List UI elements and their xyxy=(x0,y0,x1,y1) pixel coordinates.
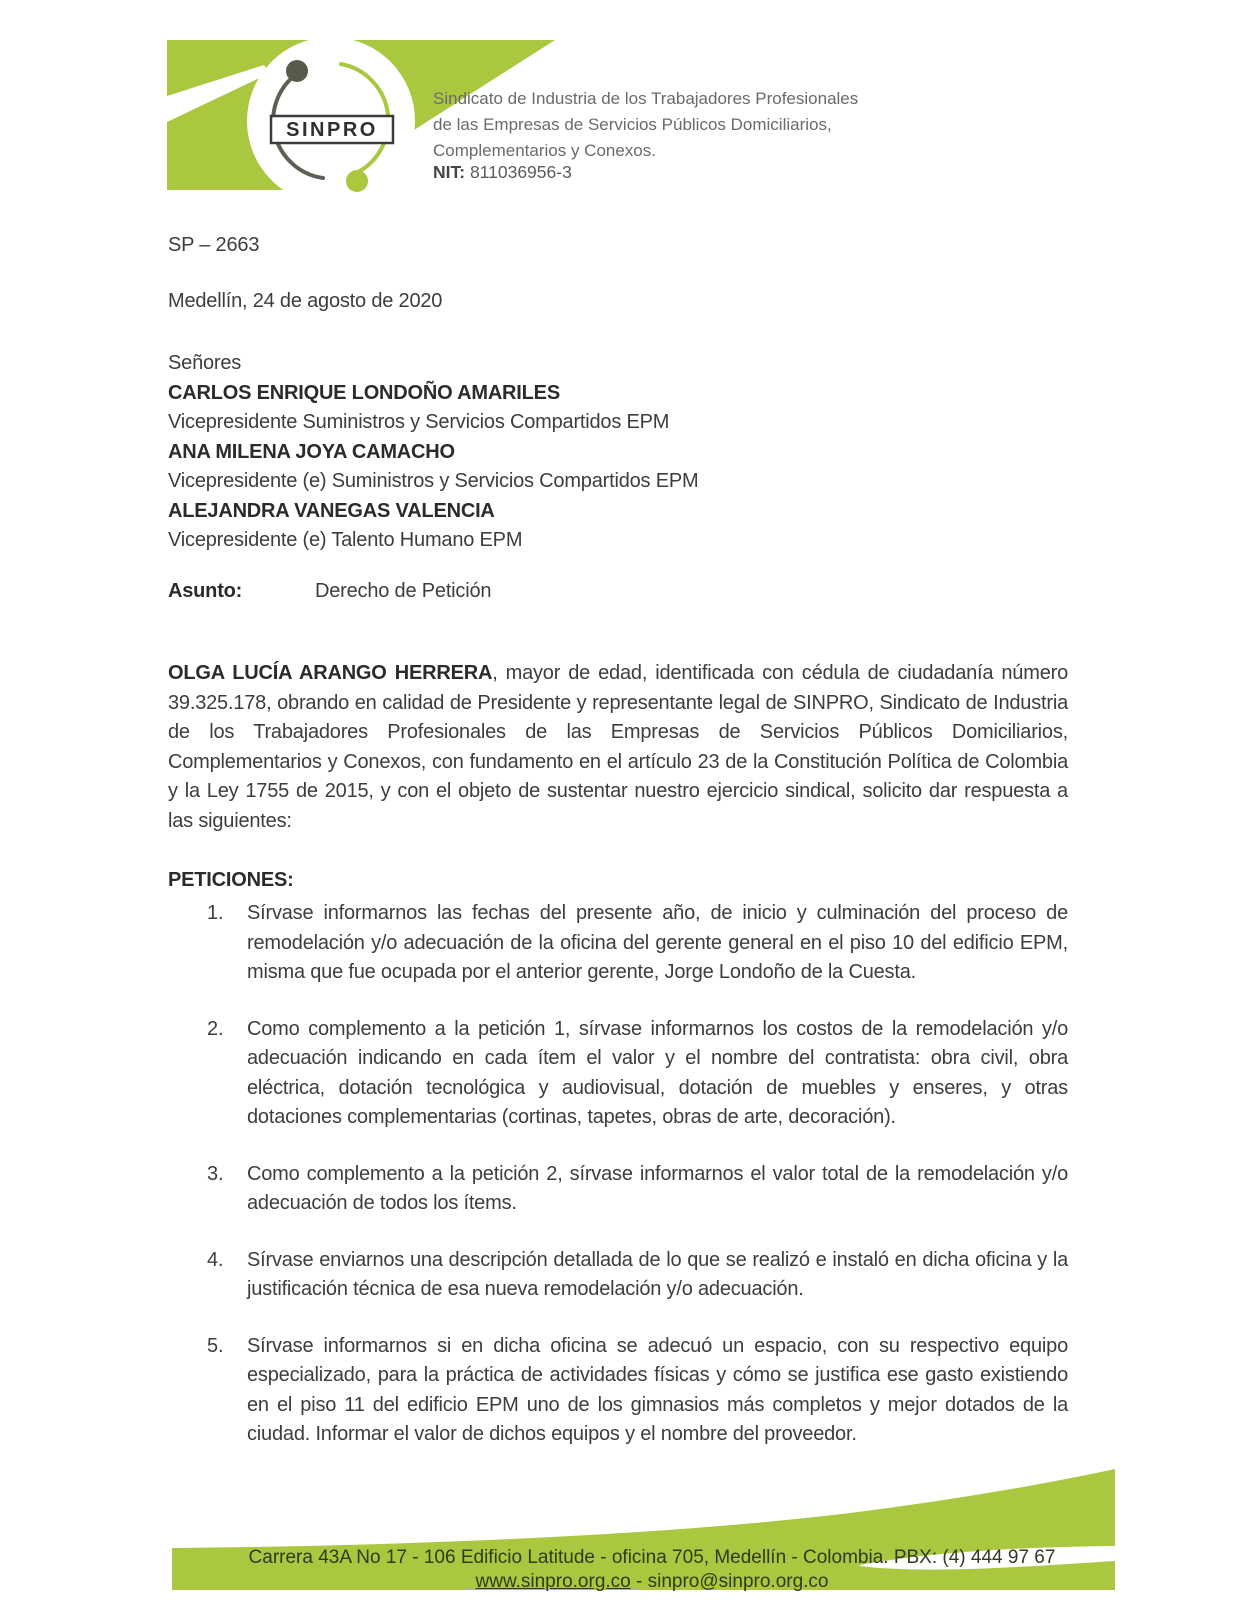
recipient-title: Vicepresidente (e) Talento Humano EPM xyxy=(168,529,523,551)
petition-text: Como complemento a la petición 1, sírvase informarnos los costos de la remodelación y/o adecuación indicando en cada ítem el valor y el nombre del contratista: obra civil, obra eléctrica, dotación tecnológica y audiovisual, dotación de muebles y enseres, y otras dotaciones complementarias (cortinas, tapetes, obras de arte, decoración). xyxy=(247,1017,1068,1128)
logo-wordmark: SINPRO xyxy=(286,119,378,141)
recipients-block xyxy=(168,349,1068,556)
recipient-name: CARLOS ENRIQUE LONDOÑO AMARILES xyxy=(168,381,560,404)
petition-item xyxy=(247,1015,1068,1133)
footer-links-line xyxy=(172,1570,1132,1593)
petition-item xyxy=(247,899,1068,988)
salutation: Señores xyxy=(168,352,242,374)
footer-contact xyxy=(172,1546,1132,1593)
petition-text: Sírvase informarnos si en dicha oficina se adecuó un espacio, con su respectivo equipo especializado, para la práctica de actividades físicas y cómo se justifica ese gasto existiendo en el piso 11 del edificio EPM uno de los gimnasios más completos y mejor dotados de la ciudad. Informar el valor de dichos equipos y el nombre del proveedor. xyxy=(247,1334,1068,1445)
recipient-title: Vicepresidente (e) Suministros y Servicios Compartidos EPM xyxy=(168,470,699,492)
petition-item xyxy=(247,1160,1068,1219)
subject-value: Derecho de Petición xyxy=(315,580,492,602)
org-description xyxy=(433,86,858,164)
recipient-name: ANA MILENA JOYA CAMACHO xyxy=(168,440,455,463)
logo-dark-dot xyxy=(286,60,308,82)
subject-label: Asunto: xyxy=(168,580,243,602)
sender-name: OLGA LUCÍA ARANGO HERRERA xyxy=(168,662,493,684)
nit-line xyxy=(433,162,572,183)
reference-number: SP – 2663 xyxy=(168,234,260,256)
recipient-title: Vicepresidente Suministros y Servicios Compartidos EPM xyxy=(168,411,670,433)
petitions-heading: PETICIONES: xyxy=(168,869,294,891)
subject-line xyxy=(168,577,1068,607)
nit-label: NIT: xyxy=(433,162,466,182)
org-line: de las Empresas de Servicios Públicos Domiciliarios, xyxy=(433,115,832,134)
footer-address: Carrera 43A No 17 - 106 Edificio Latitude - oficina 705, Medellín - Colombia. PBX: (4) 444 97 67 xyxy=(248,1547,1056,1568)
nit-value: 811036956-3 xyxy=(469,162,572,182)
petition-item xyxy=(247,1246,1068,1305)
intro-text: , mayor de edad, identificada con cédula de ciudadanía número 39.325.178, obrando en calidad de Presidente y representante legal de SINPRO, Sindicato de Industria de los Trabajadores Profesionales de las Empresas de Servicios Públicos Domiciliarios, Complementarios y Conexos, con fundamento en el artículo 23 de la Constitución Política de Colombia y la Ley 1755 de 2015, y con el objeto de sustentar nuestro ejercicio sindical, solicito dar respuesta a las siguientes: xyxy=(168,662,1068,832)
petition-text: Sírvase informarnos las fechas del presente año, de inicio y culminación del proceso de remodelación y/o adecuación de la oficina del gerente general en el piso 10 del edificio EPM, misma que fue ocupada por el anterior gerente, Jorge Londoño de la Cuesta. xyxy=(247,902,1068,983)
footer-email[interactable]: sinpro@sinpro.org.co xyxy=(647,1571,829,1592)
petitions-list xyxy=(168,899,1068,1477)
org-line: Sindicato de Industria de los Trabajadores Profesionales xyxy=(433,89,859,108)
footer-website-link[interactable]: www.sinpro.org.co xyxy=(475,1571,631,1592)
petition-text: Sírvase enviarnos una descripción detallada de lo que se realizó e instaló en dicha oficina y la justificación técnica de esa nueva remodelación y/o adecuación. xyxy=(247,1248,1068,1300)
recipient-name: ALEJANDRA VANEGAS VALENCIA xyxy=(168,499,495,522)
logo-green-dot xyxy=(346,170,368,192)
petition-text: Como complemento a la petición 2, sírvase informarnos el valor total de la remodelación y/o adecuación de todos los ítems. xyxy=(247,1162,1068,1214)
intro-paragraph xyxy=(168,659,1068,836)
footer-separator: - xyxy=(630,1571,648,1592)
date-line: Medellín, 24 de agosto de 2020 xyxy=(168,290,443,312)
org-line: Complementarios y Conexos. xyxy=(433,141,656,160)
